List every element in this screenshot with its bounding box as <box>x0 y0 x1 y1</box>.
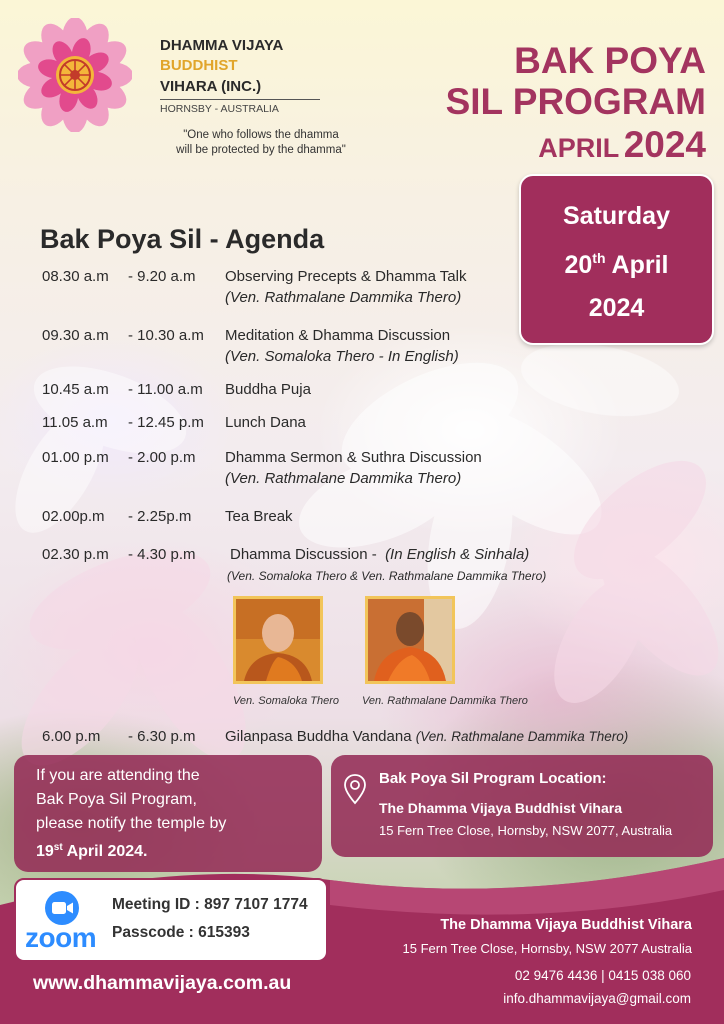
zoom-logo-text: zoom <box>25 922 97 953</box>
agenda-end: - 9.20 a.m <box>128 268 196 285</box>
title-line3 <box>446 122 706 176</box>
motto <box>146 128 376 158</box>
notify-date-rest: April 2024 <box>66 843 144 860</box>
agenda-activity: Dhamma Sermon & Suthra Discussion <box>225 449 482 466</box>
org-name-line2: BUDDHIST <box>160 57 238 74</box>
monk-caption: Ven. Rathmalane Dammika Thero <box>362 695 528 707</box>
agenda-start: 11.05 a.m <box>42 414 108 431</box>
agenda-activity: Dhamma Discussion - <box>230 546 377 563</box>
location-address: 15 Fern Tree Close, Hornsby, NSW 2077, Australia <box>379 823 673 838</box>
agenda-note: (Ven. Rathmalane Dammika Thero) <box>225 289 462 306</box>
motto-line1: "One who follows the dhamma <box>183 129 339 141</box>
agenda-activity: Gilanpasa Buddha Vandana <box>225 728 412 745</box>
program-title <box>446 40 706 176</box>
agenda-note: (Ven. Somaloka Thero & Ven. Rathmalane Dammika Thero) <box>227 569 547 583</box>
monk-portrait-icon <box>236 599 320 681</box>
date-box <box>519 174 714 345</box>
agenda-start: 02.00p.m <box>42 508 105 525</box>
agenda-start: 09.30 a.m <box>42 327 109 344</box>
agenda-note: (Ven. Somaloka Thero - In English) <box>225 348 459 365</box>
agenda-start: 01.00 p.m <box>42 449 109 466</box>
zoom-passcode[interactable]: Passcode : 615393 <box>112 924 250 941</box>
agenda-inline-note: (In English & Sinhala) <box>385 546 530 563</box>
footer-phone[interactable]: 02 9476 4436 | 0415 038 060 <box>514 968 691 983</box>
notify-date <box>36 836 322 864</box>
footer-address: 15 Fern Tree Close, Hornsby, NSW 2077 Australia <box>402 941 692 956</box>
agenda-activity: Observing Precepts & Dhamma Talk <box>225 268 467 285</box>
zoom-camera-icon <box>44 890 80 926</box>
agenda-end: - 2.00 p.m <box>128 449 196 466</box>
org-name-line1: DHAMMA VIJAYA <box>160 37 284 54</box>
motto-line2: will be protected by the dhamma" <box>176 144 346 156</box>
agenda-start: 6.00 p.m <box>42 728 101 745</box>
date-day-month <box>521 250 712 280</box>
agenda-activity: Tea Break <box>225 508 293 525</box>
agenda-heading: Bak Poya Sil - Agenda <box>40 224 325 254</box>
agenda-end: - 10.30 a.m <box>128 327 204 344</box>
monk-photo-dammika <box>365 596 455 684</box>
title-month: APRIL <box>538 133 620 163</box>
notify-line1: If you are attending the <box>36 767 200 784</box>
agenda-start: 02.30 p.m <box>42 546 109 563</box>
footer-org-name: The Dhamma Vijaya Buddhist Vihara <box>440 917 692 933</box>
location-title: Bak Poya Sil Program Location: <box>379 770 607 787</box>
zoom-box <box>14 878 328 962</box>
agenda-start: 10.45 a.m <box>42 381 109 398</box>
location-name: The Dhamma Vijaya Buddhist Vihara <box>379 800 623 816</box>
notify-date-suffix: st <box>53 842 63 853</box>
agenda-end: - 2.25p.m <box>128 508 192 525</box>
date-year: 2024 <box>588 294 645 322</box>
agenda-end: - 12.45 p.m <box>128 414 204 431</box>
org-location: HORNSBY - AUSTRALIA <box>160 103 279 115</box>
agenda-inline-note: (Ven. Rathmalane Dammika Thero) <box>415 729 629 744</box>
org-name-line3: VIHARA (INC.) <box>160 77 320 100</box>
date-day-suffix: th <box>592 250 606 266</box>
website-link[interactable]: www.dhammavijaya.com.au <box>33 972 292 994</box>
title-line2: SIL PROGRAM <box>445 81 706 122</box>
agenda-activity-line <box>225 728 628 745</box>
date-day: 20 <box>564 251 593 279</box>
notify-date-day: 19 <box>36 843 54 860</box>
agenda-activity-line <box>230 546 529 563</box>
title-year: 2024 <box>623 124 706 165</box>
monk-portrait-icon <box>368 599 452 681</box>
agenda-end: - 6.30 p.m <box>128 728 196 745</box>
notify-box <box>14 755 322 872</box>
agenda-start: 08.30 a.m <box>42 268 109 285</box>
agenda-end: - 4.30 p.m <box>128 546 196 563</box>
agenda-activity: Lunch Dana <box>225 414 306 431</box>
agenda-activity: Buddha Puja <box>225 381 311 398</box>
notify-date-end: . <box>143 843 148 860</box>
location-box <box>331 755 713 857</box>
agenda-activity: Meditation & Dhamma Discussion <box>225 327 451 344</box>
agenda-note: (Ven. Rathmalane Dammika Thero) <box>225 470 462 487</box>
lotus-logo <box>18 18 132 132</box>
notify-line2: Bak Poya Sil Program, <box>36 791 197 808</box>
monk-photo-somaloka <box>233 596 323 684</box>
title-line1: BAK POYA <box>514 40 706 81</box>
monk-caption: Ven. Somaloka Thero <box>233 695 339 707</box>
footer-email[interactable]: info.dhammavijaya@gmail.com <box>503 991 691 1006</box>
agenda-end: - 11.00 a.m <box>128 381 203 398</box>
notify-line3: please notify the temple by <box>36 815 227 832</box>
date-weekday: Saturday <box>563 202 670 230</box>
map-pin-icon <box>343 773 367 805</box>
date-month: April <box>611 251 669 279</box>
zoom-meeting-id[interactable]: Meeting ID : 897 7107 1774 <box>112 896 308 913</box>
